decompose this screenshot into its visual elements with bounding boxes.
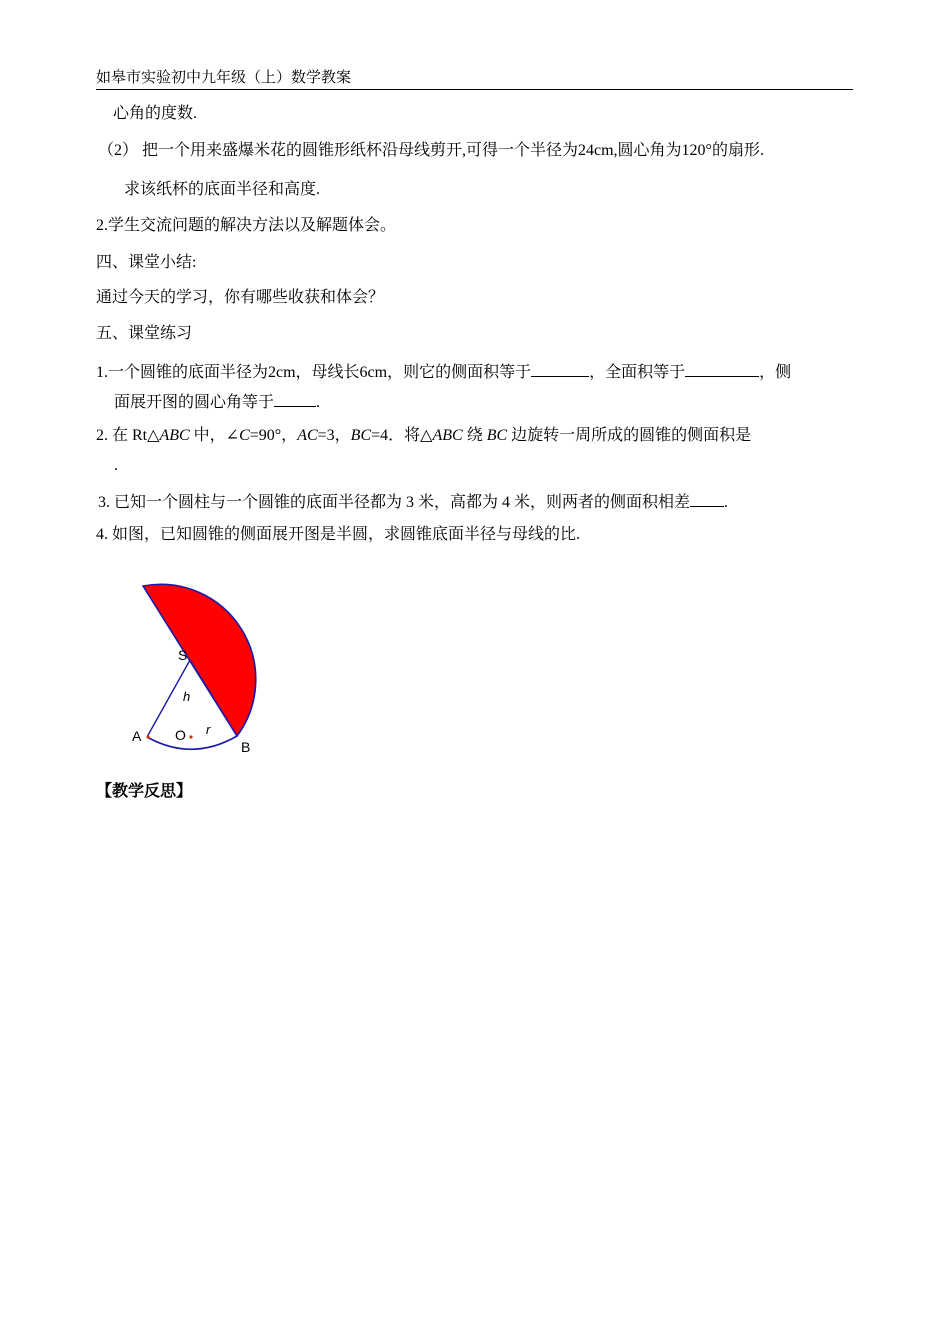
- q2-var: BC: [486, 427, 508, 444]
- question-4: 4. 如图，已知圆锥的侧面展开图是半圆，求圆锥底面半径与母线的比.: [96, 526, 581, 543]
- text-line: （2） 把一个用来盛爆米花的圆锥形纸杯沿母线剪开,可得一个半径为24cm,圆心角为120°的扇形.: [98, 142, 764, 159]
- q2-var: AC: [297, 427, 318, 444]
- reflection-heading: 【教学反思】: [96, 783, 193, 800]
- q1-text-a: 1.一个圆锥的底面半径为2cm，母线长6cm，则它的侧面积等于: [96, 364, 532, 381]
- question-2-cont: .: [114, 457, 118, 474]
- q1-text-d: 面展开图的圆心角等于: [114, 394, 275, 411]
- q2-var: BC: [350, 427, 372, 444]
- point-o-dot: [189, 735, 192, 738]
- answer-blank: [685, 361, 759, 377]
- answer-blank: [274, 391, 316, 407]
- label-o: O: [175, 727, 186, 743]
- text-line: 2.学生交流问题的解决方法以及解题体会。: [96, 217, 397, 234]
- q2-text: =4．将△: [371, 427, 433, 444]
- q2-var: ABC: [432, 427, 463, 444]
- q2-text: =90°，: [249, 427, 298, 444]
- label-h: h: [183, 689, 191, 704]
- section-heading: 五、课堂练习: [96, 325, 193, 342]
- question-1-cont: [114, 391, 320, 413]
- label-s: S: [178, 647, 188, 663]
- question-3: [98, 491, 728, 513]
- q3-text: .: [724, 494, 729, 511]
- label-b: B: [241, 739, 251, 755]
- answer-blank: [531, 361, 589, 377]
- cone-figure-svg: [120, 562, 310, 762]
- text-line: 求该纸杯的底面半径和高度.: [124, 181, 321, 198]
- text-line: 心角的度数.: [113, 105, 198, 122]
- answer-blank: [690, 491, 724, 507]
- q2-text: 中，∠: [189, 427, 240, 444]
- q2-var: ABC: [159, 427, 190, 444]
- q2-text: =3，: [317, 427, 351, 444]
- q1-text-b: ，全面积等于: [589, 364, 686, 381]
- page-header: [96, 68, 853, 90]
- q2-text: 绕: [462, 427, 487, 444]
- header-title: 如皋市实验初中九年级（上）数学教案: [96, 70, 352, 86]
- q3-text: 3. 已知一个圆柱与一个圆锥的底面半径都为 3 米，高都为 4 米，则两者的侧面积相差: [98, 494, 691, 511]
- question-2: [96, 426, 751, 446]
- q1-text-c: ，侧: [759, 364, 792, 381]
- point-a-dot: [146, 735, 149, 738]
- q2-text: 边旋转一周所成的圆锥的侧面积是: [507, 427, 752, 444]
- question-1: [96, 361, 791, 383]
- q2-var: C: [239, 427, 250, 444]
- cone-figure: [120, 562, 310, 767]
- q2-text: 2. 在 Rt△: [96, 427, 160, 444]
- section-heading: 四、课堂小结:: [96, 254, 197, 271]
- label-r: r: [206, 722, 211, 737]
- text-line: 通过今天的学习，你有哪些收获和体会？: [96, 289, 385, 306]
- label-a: A: [132, 728, 142, 744]
- q1-text-e: .: [316, 394, 321, 411]
